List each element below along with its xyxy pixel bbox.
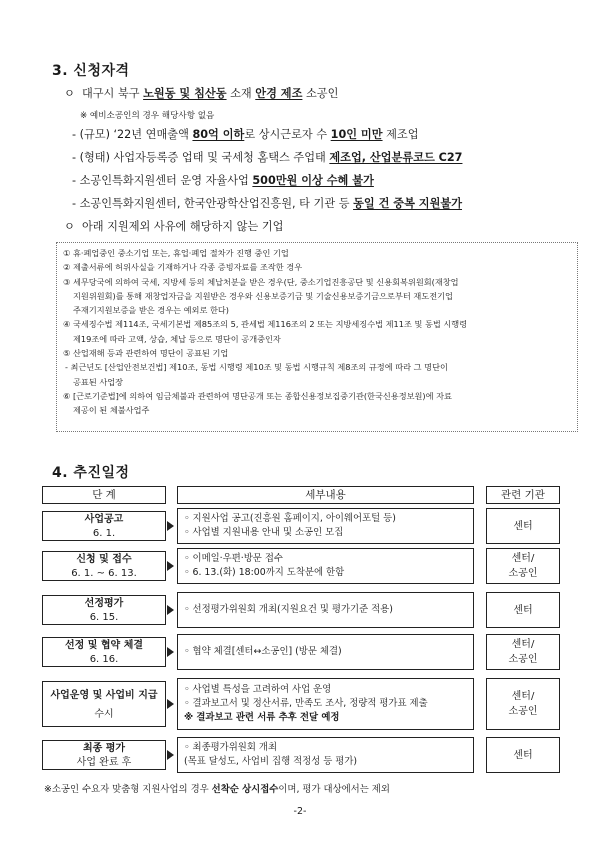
- bullet: ㅇ: [64, 220, 75, 233]
- arrow-icon: [167, 561, 174, 571]
- agency-announcement: 센터: [486, 508, 560, 544]
- detail-agreement: ◦ 협약 체결[센터↔소공인] (방문 체결): [177, 634, 474, 670]
- section-3-title: 3. 신청자격: [52, 63, 130, 79]
- eligibility-prior-support: - 소공인특화지원센터 운영 자율사업 500만원 이상 수혜 불가: [72, 174, 374, 187]
- exclusion-item: ③ 세무당국에 의하여 국세, 지방세 등의 체납처분을 받은 경우(단, 중소기업진흥공단 및 신용회복위원회(재창업: [63, 276, 459, 287]
- exclusion-box: [56, 242, 578, 432]
- stage-selection-review: 선정평가 6. 15.: [42, 595, 166, 625]
- arrow-icon: [167, 750, 174, 760]
- exclusion-item: ② 제출서류에 허위사실을 기재하거나 각종 증빙자료를 조작한 경우: [63, 262, 303, 273]
- stage-operation: 사업운영 및 사업비 지급 수시: [42, 681, 166, 727]
- eligibility-duplicate: - 소공인특화지원센터, 한국안광학산업진흥원, 타 기관 등 동일 건 중복 지원불가: [72, 197, 463, 210]
- agency-selection-review: 센터: [486, 592, 560, 628]
- exclusion-item: ⑥ [근로기준법]에 의하여 임금체불과 관련하여 명단공개 또는 종합신용정보집중기관(한국신용정보원)에 자료: [63, 390, 452, 401]
- exclusion-item-cont: 제공이 된 체불사업주: [73, 405, 150, 416]
- agency-application: 센터/ 소공인: [486, 548, 560, 584]
- header-detail: 세부내용: [177, 486, 474, 504]
- detail-final-evaluation: ◦ 최종평가위원회 개최 (목표 달성도, 사업비 집행 적정성 등 평가): [177, 737, 474, 773]
- arrow-icon: [167, 699, 174, 709]
- header-agency: 관련 기관: [486, 486, 560, 504]
- exclusion-item-cont: 지원위원회)를 통해 재창업자금을 지원받은 경우와 신용보증기금 및 기술신용보증기금으로부터 재도전기업: [73, 290, 453, 301]
- exclusion-item-cont: 공표된 사업장: [73, 376, 124, 387]
- detail-selection-review: ◦ 선정평가위원회 개최(지원요건 및 평가기준 적용): [177, 592, 474, 628]
- exclusion-item-cont: 주재기지원보증을 받은 경우는 예외로 한다): [73, 305, 229, 316]
- bullet: ㅇ: [64, 87, 75, 100]
- exclusion-item-cont: 제19조에 따라 고액, 상습, 체납 등으로 명단이 공개중인자: [73, 333, 281, 344]
- detail-operation: ◦ 사업별 특성을 고려하여 사업 운영 ◦ 결과보고서 및 정산서류, 만족도 조사, 정량적 평가표 제출 ※ 결과보고 관련 서류 추후 전달 예정: [177, 678, 474, 730]
- arrow-icon: [167, 521, 174, 531]
- exclusion-sub-item: - 최근년도 [산업안전보건법] 제10조, 동법 시행령 제10조 및 동법 시행규칙 제8조의 규정에 따라 그 명단이: [65, 362, 448, 373]
- exclusion-item: ④ 국세징수법 제114조, 국세기본법 제85조의 5, 관세법 제116조의 2 또는 지방세징수법 제11조 및 동법 시행령: [63, 319, 468, 330]
- section-4-title: 4. 추진일정: [52, 465, 130, 481]
- eligibility-location: ㅇ 대구시 북구 노원동 및 침산동 소재 안경 제조 소공인: [64, 87, 339, 100]
- eligibility-type: - (형태) 사업자등록증 업태 및 국세청 홈택스 주업태 제조업, 산업분류코드 C27: [72, 151, 463, 164]
- agency-agreement: 센터/ 소공인: [486, 634, 560, 670]
- schedule-footnote: ※소공인 수요자 맞춤형 지원사업의 경우 선착순 상시접수이며, 평가 대상에서는 제외: [44, 784, 390, 795]
- stage-agreement: 선정 및 협약 체결 6. 16.: [42, 637, 166, 667]
- stage-final-evaluation: 최종 평가 사업 완료 후: [42, 740, 166, 770]
- exclusion-item: ① 휴·폐업중인 중소기업 또는, 휴업·폐업 절차가 진행 중인 기업: [63, 248, 289, 258]
- detail-announcement: ◦ 지원사업 공고(진흥원 홈페이지, 아이웨어포털 등) ◦ 사업별 지원내용 안내 및 소공인 모집: [177, 508, 474, 544]
- page-number: -2-: [293, 806, 307, 817]
- arrow-icon: [167, 647, 174, 657]
- detail-application: ◦ 이메일·우편·방문 접수 ◦ 6. 13.(화) 18:00까지 도착분에 한함: [177, 548, 474, 584]
- stage-application: 신청 및 접수 6. 1. ~ 6. 13.: [42, 551, 166, 581]
- pre-entrepreneur-note: ※ 예비소공인의 경우 해당사항 없음: [80, 111, 215, 121]
- arrow-icon: [167, 605, 174, 615]
- eligibility-exclusion-ref: ㅇ 아래 지원제외 사유에 해당하지 않는 기업: [64, 220, 284, 233]
- agency-operation: 센터/ 소공인: [486, 678, 560, 730]
- exclusion-item: ⑤ 산업재해 등과 관련하여 명단이 공표된 기업: [63, 348, 229, 359]
- eligibility-scale: - (규모) ‘22년 연매출액 80억 이하로 상시근로자 수 10인 미만 제조업: [72, 128, 419, 141]
- agency-final-evaluation: 센터: [486, 737, 560, 773]
- header-stage: 단 계: [42, 486, 166, 504]
- stage-announcement: 사업공고 6. 1.: [42, 511, 166, 541]
